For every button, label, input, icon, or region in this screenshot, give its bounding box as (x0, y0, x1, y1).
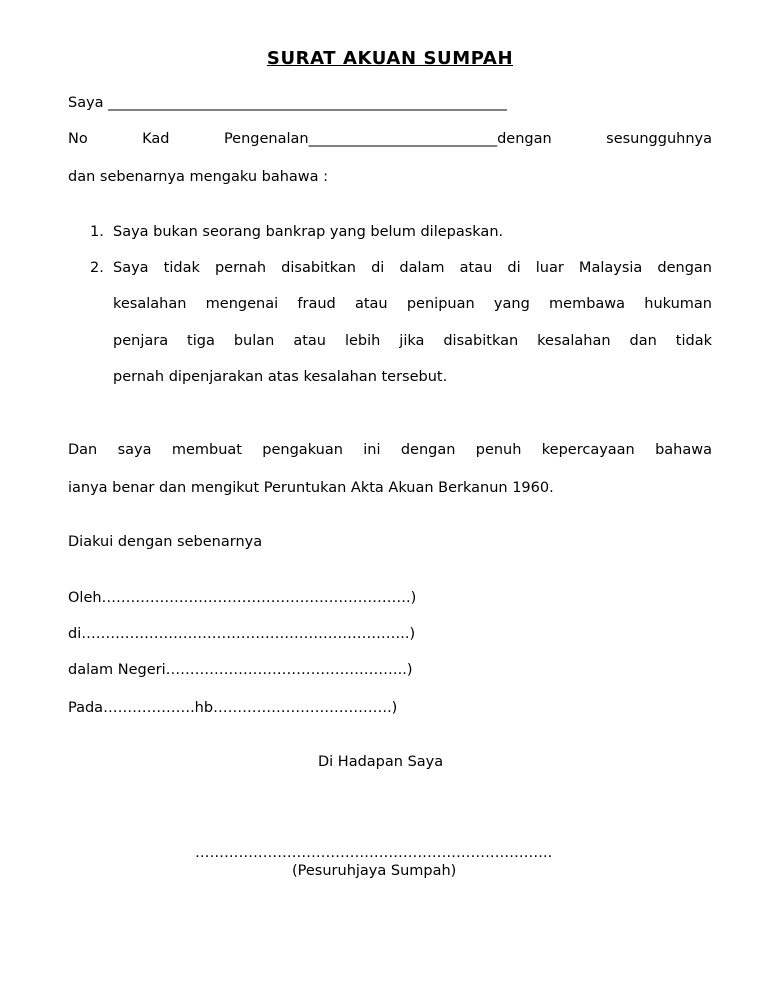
name-line: Saya _______________________________________________________ (68, 95, 507, 111)
before-me-text: Di Hadapan Saya (318, 754, 444, 770)
acknowledged-text: Diakui dengan sebenarnya (68, 534, 263, 550)
date-field: Pada……………….hb……………………………….) (68, 700, 398, 716)
ic-number-line: No Kad Pengenalan__________________________dengan sesungguhnya (68, 131, 712, 147)
list-item-number: 1. (90, 224, 104, 240)
commissioner-label: (Pesuruhjaya Sumpah) (292, 863, 457, 879)
state-field: dalam Negeri…………………………………………..) (68, 662, 413, 678)
declaration-intro: dan sebenarnya mengaku bahawa : (68, 169, 329, 185)
oleh-field: Oleh……………………………………………………….) (68, 590, 417, 606)
confession-paragraph-line: Dan saya membuat pengakuan ini dengan penuh kepercayaan bahawa (68, 442, 712, 458)
document-title: SURAT AKUAN SUMPAH (266, 48, 514, 69)
list-item-text: kesalahan mengenai fraud atau penipuan yang membawa hukuman (113, 296, 712, 312)
list-item-text: Saya tidak pernah disabitkan di dalam atau di luar Malaysia dengan (113, 260, 712, 276)
place-field: di…………………………………………………………..) (68, 626, 416, 642)
confession-paragraph-line: ianya benar dan mengikut Peruntukan Akta Akuan Berkanun 1960. (68, 480, 554, 496)
list-item-text: pernah dipenjarakan atas kesalahan tersebut. (113, 369, 448, 385)
list-item-text: penjara tiga bulan atau lebih jika disabitkan kesalahan dan tidak (113, 333, 712, 349)
list-item-text: Saya bukan seorang bankrap yang belum dilepaskan. (113, 224, 504, 240)
list-item-number: 2. (90, 260, 104, 276)
signature-line: ……………………………………………………………….. (195, 845, 553, 861)
